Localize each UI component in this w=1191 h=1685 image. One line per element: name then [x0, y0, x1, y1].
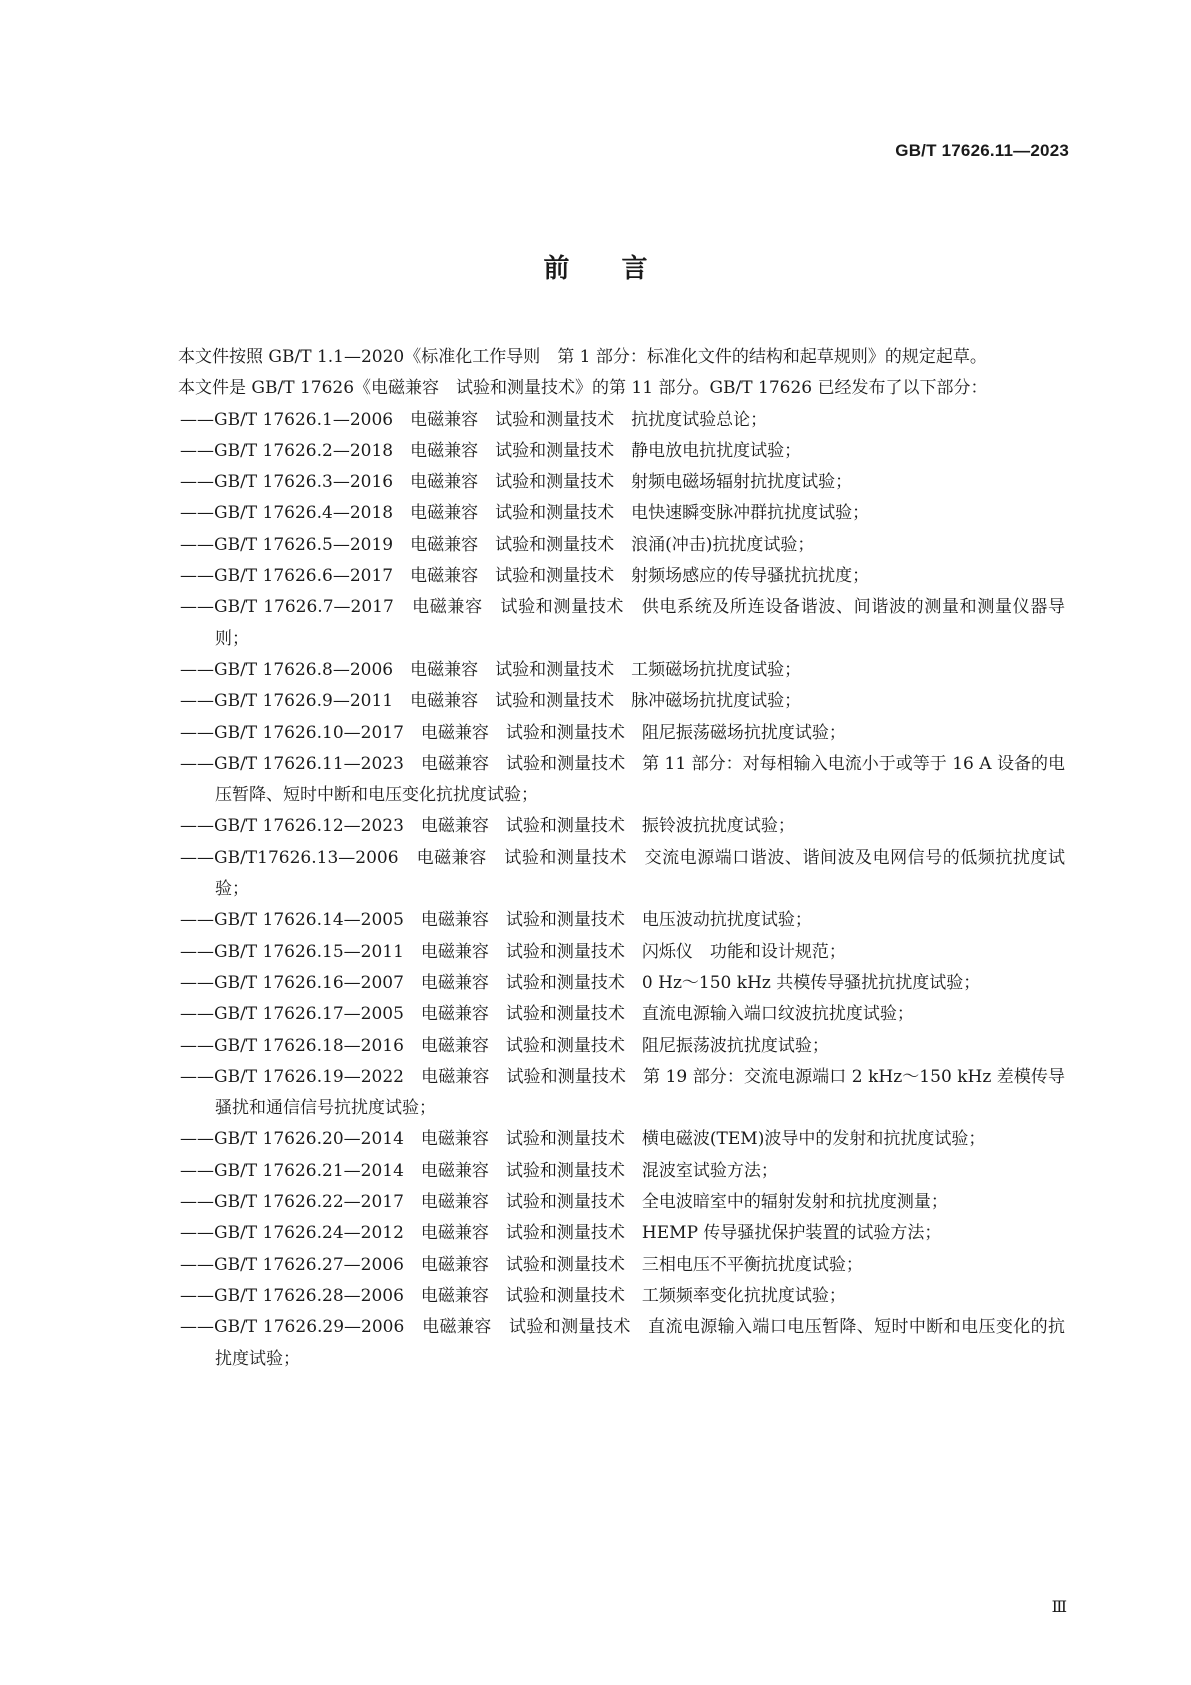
preface-body	[145, 342, 1065, 1375]
list-item: ——GB/T 17626.28—2006 电磁兼容 试验和测量技术 工频频率变化抗扰度试验；	[180, 1285, 846, 1306]
list-item: ——GB/T 17626.8—2006 电磁兼容 试验和测量技术 工频磁场抗扰度试验；	[180, 659, 802, 680]
list-item: ——GB/T 17626.4—2018 电磁兼容 试验和测量技术 电快速瞬变脉冲群抗扰度试验；	[180, 503, 870, 524]
list-item: ——GB/T 17626.5—2019 电磁兼容 试验和测量技术 浪涌(冲击)抗扰度试验；	[180, 534, 815, 555]
list-item: ——GB/T 17626.2—2018 电磁兼容 试验和测量技术 静电放电抗扰度试验；	[180, 440, 802, 461]
list-item: ——GB/T 17626.24—2012 电磁兼容 试验和测量技术 HEMP 传导骚扰保护装置的试验方法；	[180, 1223, 942, 1244]
list-item: ——GB/T 17626.29—2006 电磁兼容 试验和测量技术 直流电源输入端口电压暂降、短时中断和电压变化的抗扰度试验；	[180, 1317, 1065, 1369]
list-item: ——GB/T 17626.3—2016 电磁兼容 试验和测量技术 射频电磁场辐射抗扰度试验；	[180, 472, 853, 493]
list-item: ——GB/T 17626.11—2023 电磁兼容 试验和测量技术 第 11 部分：对每相输入电流小于或等于 16 A 设备的电压暂降、短时中断和电压变化抗扰度试验；	[180, 753, 1065, 806]
list-item: ——GB/T 17626.16—2007 电磁兼容 试验和测量技术 0 Hz～150 kHz 共模传导骚扰抗扰度试验；	[180, 972, 981, 993]
list-item: ——GB/T 17626.7—2017 电磁兼容 试验和测量技术 供电系统及所连设备谐波、间谐波的测量和测量仪器导则；	[180, 597, 1065, 649]
list-item: ——GB/T 17626.12—2023 电磁兼容 试验和测量技术 振铃波抗扰度试验；	[180, 816, 795, 837]
page-number: Ⅲ	[1051, 1597, 1067, 1616]
list-item: ——GB/T17626.13—2006 电磁兼容 试验和测量技术 交流电源端口谐波、谐间波及电网信号的低频抗扰度试验；	[180, 847, 1065, 900]
page-title: 前言	[543, 254, 700, 284]
list-item: ——GB/T 17626.15—2011 电磁兼容 试验和测量技术 闪烁仪 功能和设计规范；	[180, 941, 846, 962]
list-item: ——GB/T 17626.1—2006 电磁兼容 试验和测量技术 抗扰度试验总论；	[180, 409, 768, 430]
list-item: ——GB/T 17626.21—2014 电磁兼容 试验和测量技术 混波室试验方法；	[180, 1160, 778, 1181]
list-item: ——GB/T 17626.9—2011 电磁兼容 试验和测量技术 脉冲磁场抗扰度试验；	[180, 691, 802, 712]
list-item: ——GB/T 17626.20—2014 电磁兼容 试验和测量技术 横电磁波(TEM)波导中的发射和抗扰度试验；	[180, 1129, 986, 1150]
list-item: ——GB/T 17626.10—2017 电磁兼容 试验和测量技术 阻尼振荡磁场抗扰度试验；	[180, 722, 846, 743]
list-item: ——GB/T 17626.19—2022 电磁兼容 试验和测量技术 第 19 部分：交流电源端口 2 kHz～150 kHz 差模传导骚扰和通信信号抗扰度试验；	[180, 1066, 1065, 1119]
list-item: ——GB/T 17626.17—2005 电磁兼容 试验和测量技术 直流电源输入端口纹波抗扰度试验；	[180, 1004, 914, 1025]
paragraph-drafting-rules: 本文件按照 GB/T 1.1—2020《标准化工作导则 第 1 部分：标准化文件的结构和起草规则》的规定起草。	[178, 347, 987, 367]
list-item: ——GB/T 17626.27—2006 电磁兼容 试验和测量技术 三相电压不平衡抗扰度试验；	[180, 1254, 863, 1275]
list-item: ——GB/T 17626.22—2017 电磁兼容 试验和测量技术 全电波暗室中的辐射发射和抗扰度测量；	[180, 1192, 948, 1213]
paragraph-series-intro: 本文件是 GB/T 17626《电磁兼容 试验和测量技术》的第 11 部分。GB/T 17626 已经发布了以下部分：	[178, 378, 988, 399]
published-parts-list	[145, 405, 1065, 1375]
list-item: ——GB/T 17626.14—2005 电磁兼容 试验和测量技术 电压波动抗扰度试验；	[180, 910, 812, 931]
list-item: ——GB/T 17626.18—2016 电磁兼容 试验和测量技术 阻尼振荡波抗扰度试验；	[180, 1035, 829, 1056]
list-item: ——GB/T 17626.6—2017 电磁兼容 试验和测量技术 射频场感应的传导骚扰抗扰度；	[180, 566, 870, 587]
standard-number: GB/T 17626.11—2023	[895, 141, 1069, 160]
